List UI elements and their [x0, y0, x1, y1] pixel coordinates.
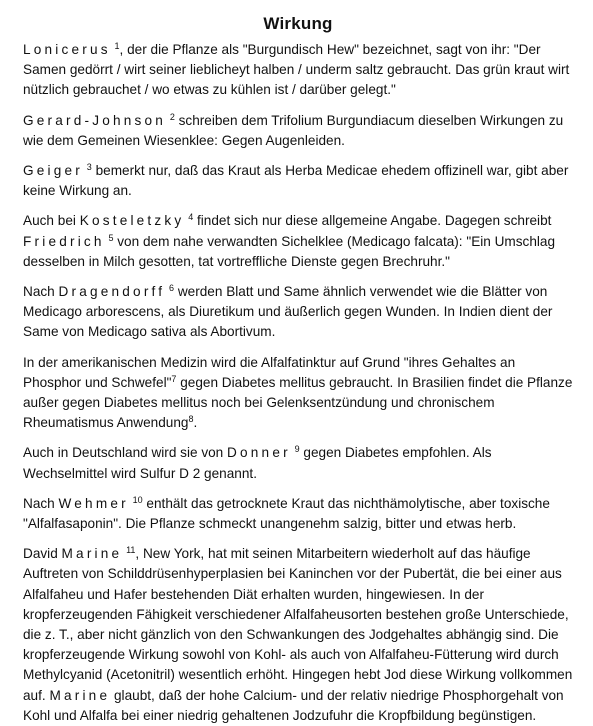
text-run: , New York, hat mit seinen Mitarbeitern wiederholt auf das häufige Auftreten von Schilddrüsenhyperplasien bei Kaninchen vor der Pubertät, die bei einer aus Alfalfaheu und Hafer bestehenden Diät erhalten wurden, hingewiesen. In der kropferzeugenden Fähigkeit verschiedener Alfalfaheusorten bestehen große Unterschiede, die z. T., aber nicht gänzlich von den Schwankungen des Jodgehaltes abhängig sind. Die kropferzeugende Wirkung sowohl von Kohl- als auch von Alfalfaheu-Fütterung wird durch Methylcyanid (Acetonitril) wesentlich erhöht. Hingegen hebt Jod diese Wirkung vollkommen auf.	[23, 546, 573, 703]
footnote-marker: 3	[86, 162, 92, 173]
author-name: Wehmer	[58, 495, 129, 511]
author-name: Donner	[227, 445, 291, 461]
text-run: enthält das getrocknete Kraut das nichthämolytische, aber toxische "Alfalfasaponin". Die Pflanze schmeckt unangenehm salzig, bitter und etwas herb.	[23, 495, 550, 532]
text-run: .	[193, 415, 198, 431]
author-name: Marine	[61, 546, 123, 562]
footnote-marker: 10	[132, 494, 143, 505]
paragraph	[23, 494, 573, 534]
footnote-marker: 8	[188, 414, 194, 425]
text-run: Nach	[23, 284, 59, 300]
body-text	[23, 40, 573, 726]
text-run: findet sich nur diese allgemeine Angabe. Dagegen schreibt	[193, 213, 552, 229]
footnote-marker: 6	[169, 283, 175, 294]
paragraph	[23, 282, 573, 343]
author-name: Gerard-Johnson	[23, 112, 167, 128]
text-run: Auch in Deutschland wird sie von	[23, 445, 228, 461]
text-run: , der die Pflanze als "Burgundisch Hew" bezeichnet, sagt von ihr: "Der Samen gedörrt / wirt seiner lieblicheyt halben / underm saltz gebraucht. Das grün kraut wirt nützlich gebrauchet / wo etwas zu kühlen ist / darüber gelegt."	[23, 42, 570, 98]
footnote-marker: 1	[114, 41, 120, 51]
paragraph	[23, 40, 573, 101]
text-run: bemerkt nur, daß das Kraut als Herba Medicae ehedem offizinell war, gibt aber keine Wirkung an.	[23, 163, 569, 199]
text-run: werden Blatt und Same ähnlich verwendet wie die Blätter von Medicago arborescens, als Diuretikum und äußerlich gegen Wunden. In Indien dient der Same von Medicago sativa als Abortivum.	[23, 284, 553, 340]
author-name: Kosteletzky	[79, 213, 185, 229]
footnote-marker: 11	[126, 545, 136, 556]
text-run: In der amerikanischen Medizin wird die Alfalfatinktur auf Grund "ihres Gehaltes an Phosphor und Schwefel"	[23, 354, 516, 390]
footnote-marker: 9	[294, 444, 300, 455]
paragraph	[23, 353, 573, 434]
footnote-marker: 7	[171, 373, 177, 384]
author-name: Geiger	[23, 163, 84, 179]
text-run: von dem nahe verwandten Sichelklee (Medicago falcata): "Ein Umschlag desselben in Milch gesotten, tat vortreffliche Dienste gegen Brechruhr."	[23, 233, 556, 269]
author-name: Lonicerus	[23, 42, 111, 57]
author-name: Marine	[49, 687, 111, 703]
paragraph	[23, 111, 573, 151]
text-run: schreiben dem Trifolium Burgundiacum dieselben Wirkungen zu wie dem Gemeinen Wiesenklee: Gegen Augenleiden.	[23, 112, 564, 148]
paragraph	[23, 161, 573, 201]
paragraph	[23, 544, 573, 726]
text-run: gegen Diabetes empfohlen. Als Wechselmittel wird Sulfur D 2 genannt.	[23, 445, 492, 481]
footnote-marker: 5	[108, 232, 114, 243]
author-name: Friedrich	[23, 233, 105, 249]
text-run: David	[23, 546, 62, 562]
text-run: gegen Diabetes mellitus gebraucht. In Brasilien findet die Pflanze außer gegen Diabetes mellitus noch bei Gelenksentzündung und chronischem Rheumatismus Anwendung	[23, 374, 573, 431]
text-run: Nach	[23, 495, 59, 511]
paragraph	[23, 443, 573, 483]
text-run: glaubt, daß der hohe Calcium- und der relativ niedrige Phosphorgehalt von Kohl und Alfalfa bei einer niedrig gehaltenen Jodzufuhr die Kropfbildung begünstigen.	[23, 687, 564, 723]
author-name: Dragendorff	[58, 284, 166, 300]
footnote-marker: 4	[188, 212, 194, 223]
paragraph	[23, 211, 573, 272]
section-title: Wirkung	[263, 14, 333, 33]
text-run: Auch bei	[23, 213, 80, 229]
footnote-marker: 2	[169, 111, 175, 122]
